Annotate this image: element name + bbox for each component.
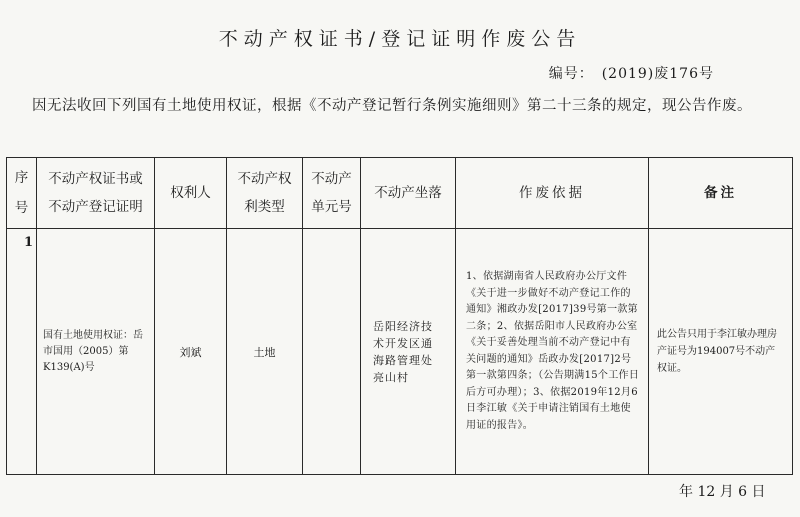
- table-row: [7, 229, 793, 475]
- table-header-row: [7, 158, 793, 229]
- header-remark: 备注: [649, 158, 793, 229]
- document-number: 编号： (2019)废176号: [548, 66, 714, 82]
- header-holder: 权利人: [155, 158, 227, 229]
- header-type: 不动产权利类型: [227, 158, 303, 229]
- intro-paragraph: 因无法收回下列国有土地使用权证，根据《不动产登记暂行条例实施细则》第二十三条的规定，现公告作废。: [32, 98, 752, 114]
- row-location: 岳阳经济技术开发区通海路管理处亮山村: [361, 229, 456, 475]
- row-unit: [303, 229, 361, 475]
- header-basis: 作废依据: [456, 158, 649, 229]
- void-certificate-table: [6, 157, 793, 475]
- page-title: 不动产权证书/登记证明作废公告: [218, 28, 582, 50]
- row-type: 土地: [227, 229, 303, 475]
- header-location: 不动产坐落: [361, 158, 456, 229]
- row-cert: 国有土地使用权证：岳市国用（2005）第K139(A)号: [37, 229, 155, 475]
- header-no: 序号: [7, 158, 37, 229]
- header-cert: 不动产权证书或不动产登记证明: [37, 158, 155, 229]
- row-holder: 刘斌: [155, 229, 227, 475]
- row-basis: 1、依据湖南省人民政府办公厅文件《关于进一步做好不动产登记工作的通知》湘政办发[2017]39号第一款第二条；2、依据岳阳市人民政府办公室《关于妥善处理当前不动产登记中有关问题的通知》岳政办发[2017]2号第一款第四条；（公告期满15个工作日后方可办理）；3、依据2019年12月6日李江敏《关于申请注销国有土地使用证的报告》。: [456, 229, 649, 475]
- row-number: 1: [7, 229, 37, 475]
- header-unit: 不动产单元号: [303, 158, 361, 229]
- row-remark: 此公告只用于李江敏办理房产证号为194007号不动产权证。: [649, 229, 793, 475]
- document-date: 年 12 月 6 日: [679, 484, 766, 500]
